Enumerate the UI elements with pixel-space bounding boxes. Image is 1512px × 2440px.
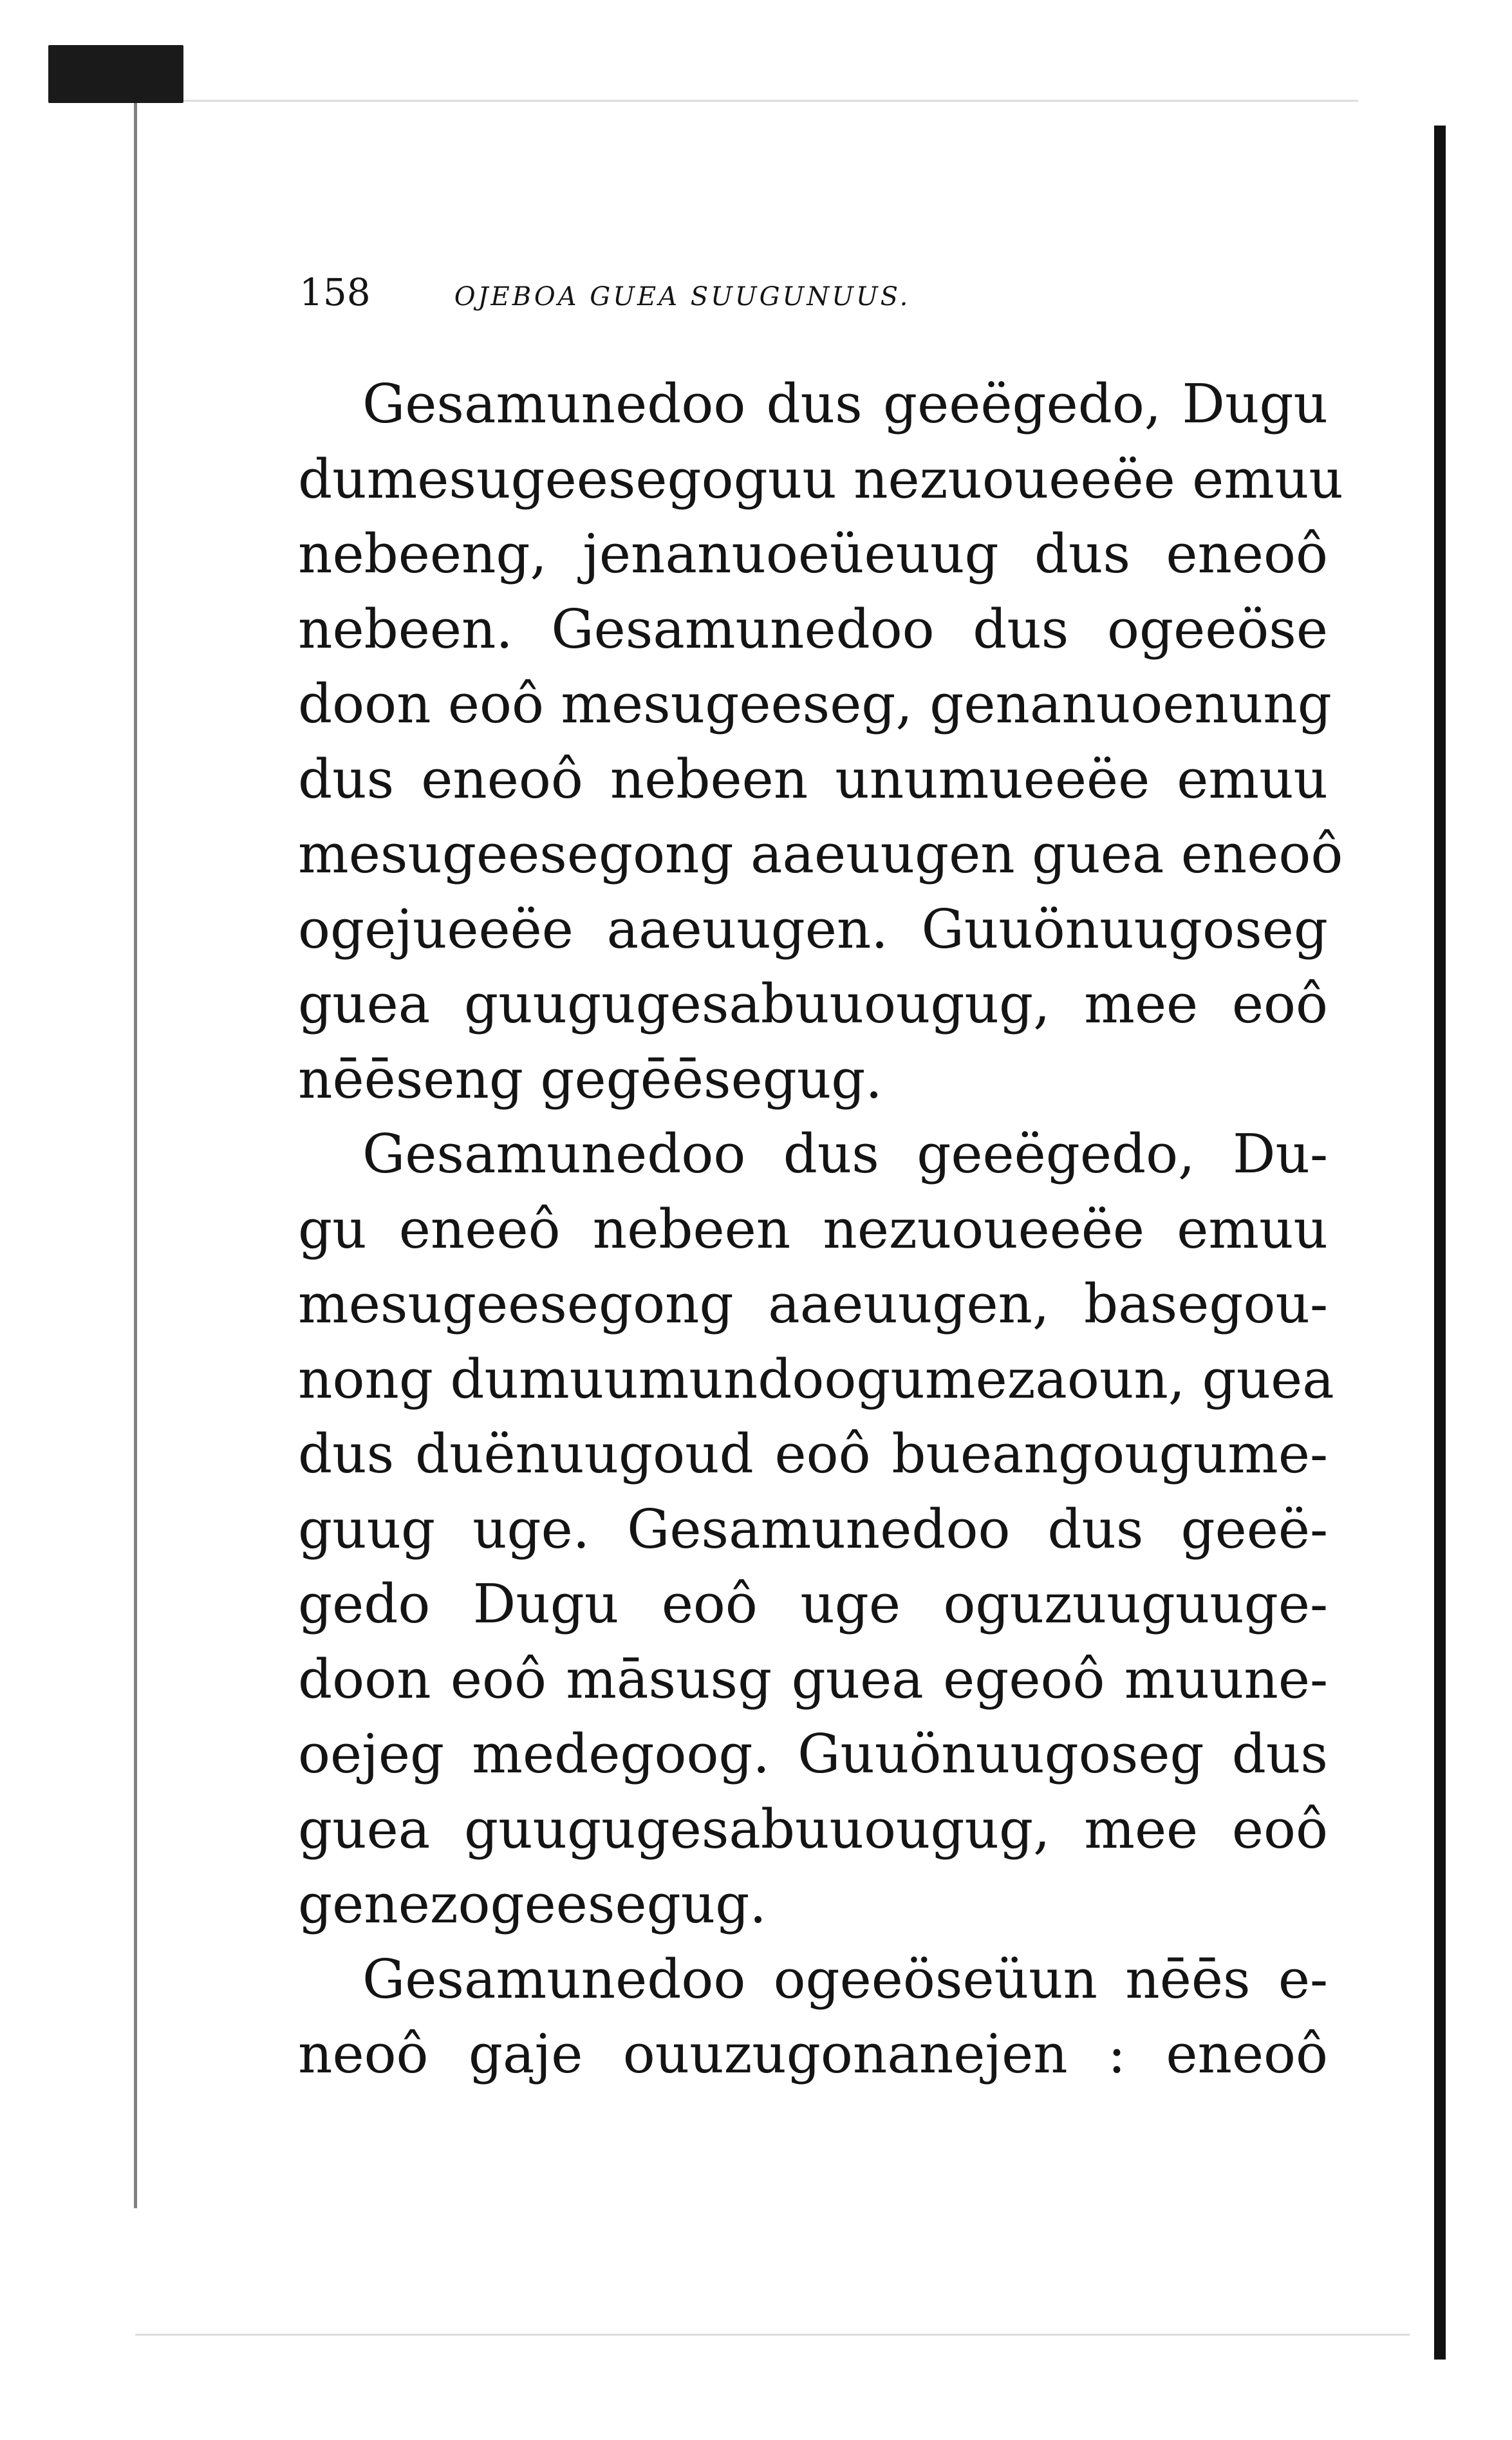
text-line: dus duënuugoud eoô bueangougume- xyxy=(298,1423,1328,1485)
text-line: doon eoô māsusg guea egeoô muune- xyxy=(298,1647,1328,1711)
running-header xyxy=(299,270,1329,315)
text-line: ogejueeëe aaeuugen. Guuönuugoseg xyxy=(298,897,1328,961)
text-line: nēēseng gegēēsegug. xyxy=(298,1047,882,1111)
text-line: nong dumuumundoogumezaoun, guea xyxy=(298,1347,1334,1411)
text-line: guug uge. Gesamunedoo dus geeë- xyxy=(298,1497,1328,1561)
text-line: dus eneoô nebeen unumueeëe emuu xyxy=(298,747,1328,811)
text-line: doon eoô mesugeeseg, genanuoenung xyxy=(298,673,1332,735)
text-line: Gesamunedoo dus geeëgedo, Du- xyxy=(362,1123,1328,1185)
text-line: neoô gaje ouuzugonanejen : eneoô xyxy=(298,2023,1328,2085)
running-title: OJEBOA GUEA SUUGUNUUS. xyxy=(454,282,911,312)
text-line: genezogeesegug. xyxy=(298,1873,767,1935)
text-line: gedo Dugu eoô uge oguzuuguuge- xyxy=(298,1573,1328,1635)
text-line: nebeeng, jenanuoeüeuug dus eneoô xyxy=(298,523,1328,585)
scan-top-edge xyxy=(135,100,1358,102)
text-line: guea guugugesabuuougug, mee eoô xyxy=(298,1797,1328,1861)
text-line: oejeg medegoog. Guuönuugoseg dus xyxy=(298,1723,1328,1785)
scan-right-edge xyxy=(1434,126,1446,2360)
text-line: guea guugugesabuuougug, mee eoô xyxy=(298,973,1328,1035)
page-number: 158 xyxy=(299,270,371,314)
text-line: nebeen. Gesamunedoo dus ogeeöse xyxy=(298,597,1328,661)
scan-edge-mark xyxy=(48,45,183,103)
text-line: gu eneeô nebeen nezuoueeëe emuu xyxy=(298,1197,1328,1261)
scan-left-edge xyxy=(134,97,137,2208)
text-line: Gesamunedoo ogeeöseüun nēēs e- xyxy=(362,1947,1328,2011)
text-line: mesugeesegong aaeuugen guea eneoô xyxy=(298,823,1343,885)
text-line: dumesugeesegoguu nezuoueeëe emuu xyxy=(298,447,1343,511)
scan-bottom-edge xyxy=(135,2334,1410,2336)
text-line: Gesamunedoo dus geeëgedo, Dugu xyxy=(362,373,1328,435)
text-line: mesugeesegong aaeuugen, basegou- xyxy=(298,1273,1328,1335)
page-body-text xyxy=(298,367,1343,2092)
